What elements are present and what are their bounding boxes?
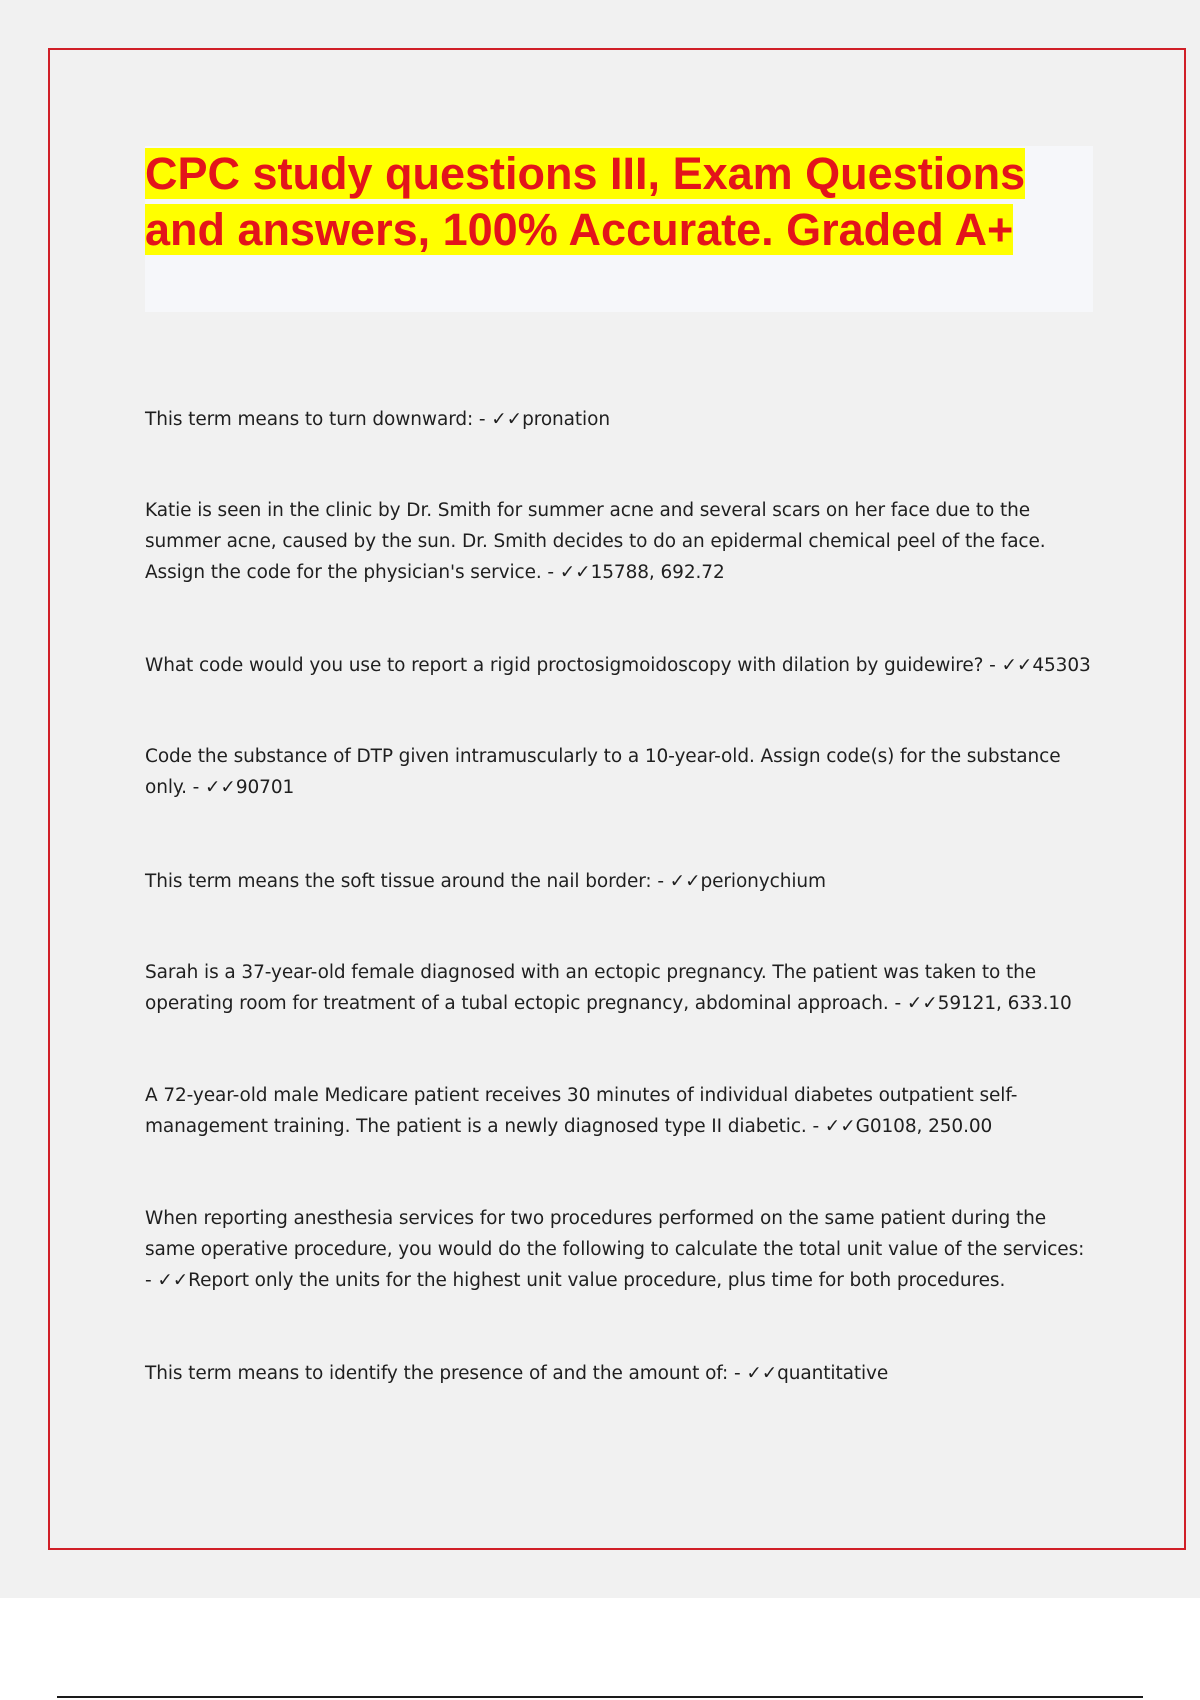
qa-item-7: A 72-year-old male Medicare patient receives 30 minutes of individual diabetes outpatient self-management training. The patient is a newly diagnosed type II diabetic. - ✓✓G0108, 250.00: [145, 1085, 1018, 1137]
qa-item-2: Katie is seen in the clinic by Dr. Smith for summer acne and several scars on her face due to the summer acne, caused by the sun. Dr. Smith decides to do an epidermal chemical peel of the face. Assign the code for the physician's service. - ✓✓15788, 692.72: [145, 500, 1046, 583]
qa-item-8: When reporting anesthesia services for two procedures performed on the same patient during the same operative procedure, you would do the following to calculate the total unit value of the services: - ✓✓Report only the units for the highest unit value procedure, plus time for both procedures.: [145, 1208, 1085, 1291]
document-title: [145, 146, 1093, 258]
qa-item-4: Code the substance of DTP given intramuscularly to a 10-year-old. Assign code(s) for the substance only. - ✓✓90701: [145, 746, 1061, 798]
qa-item-3: What code would you use to report a rigid proctosigmoidoscopy with dilation by guidewire? - ✓✓45303: [145, 655, 1091, 676]
qa-item-6: Sarah is a 37-year-old female diagnosed with an ectopic pregnancy. The patient was taken to the operating room for treatment of a tubal ectopic pregnancy, abdominal approach. - ✓✓59121, 633.10: [145, 962, 1072, 1014]
footer-divider: [57, 1696, 1143, 1698]
document-title-text: CPC study questions III, Exam Questions and answers, 100% Accurate. Graded A+: [145, 148, 1026, 255]
qa-item-5: This term means the soft tissue around the nail border: - ✓✓perionychium: [145, 871, 826, 892]
title-block: [145, 146, 1093, 312]
qa-item-9: This term means to identify the presence of and the amount of: - ✓✓quantitative: [145, 1363, 889, 1384]
qa-item-1: This term means to turn downward: - ✓✓pronation: [145, 409, 610, 430]
